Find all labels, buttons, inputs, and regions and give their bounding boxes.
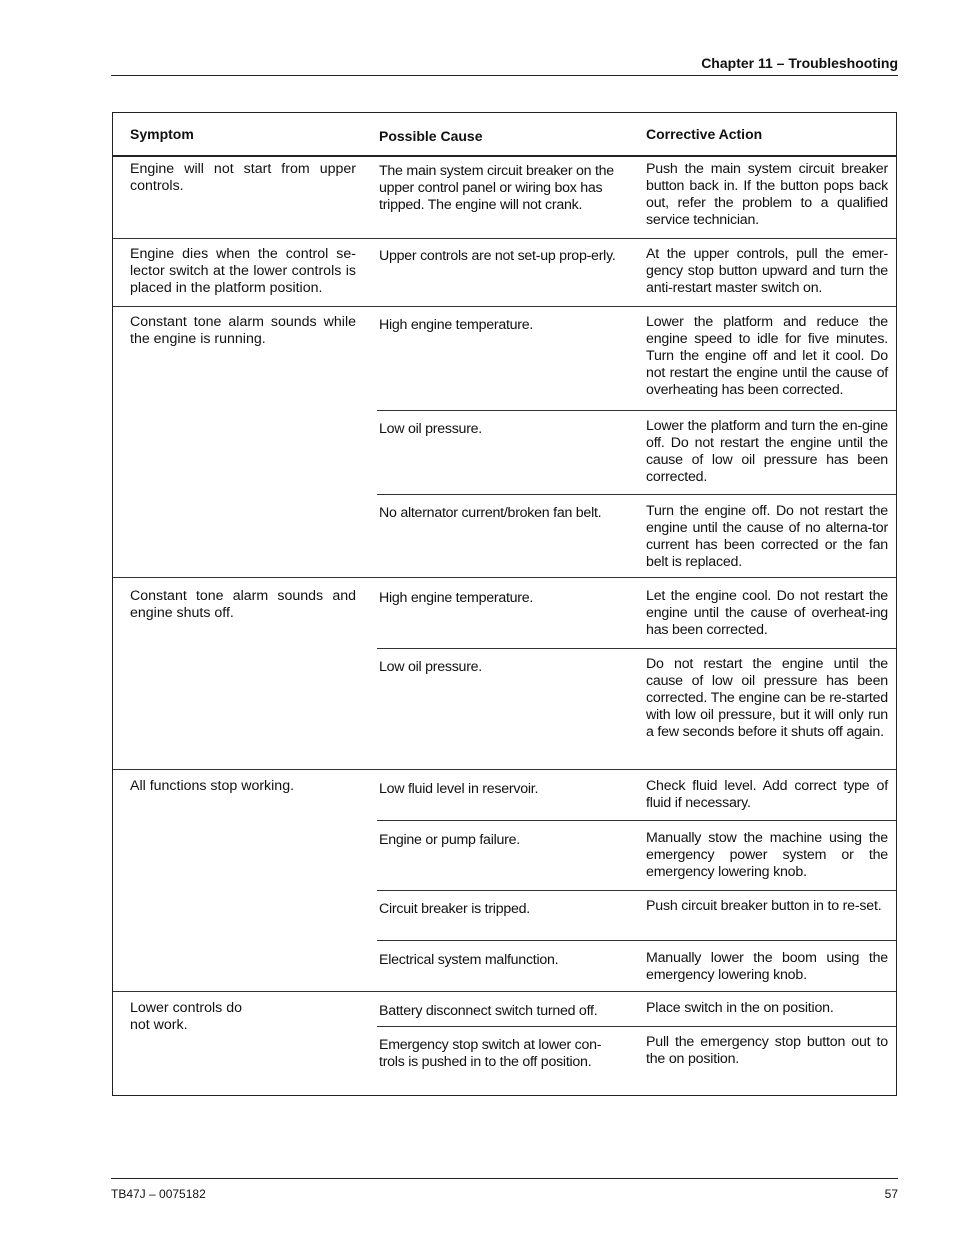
action-text: Push circuit breaker button in to re-set. xyxy=(646,898,882,914)
symptom-group xyxy=(113,238,896,307)
action-text: Check fluid level. Add correct type of fluid if necessary. xyxy=(646,778,888,811)
table-row xyxy=(377,156,896,238)
action-text: Turn the engine off. Do not restart the engine until the cause of no alterna-tor current has been corrected or the fan belt is replaced. xyxy=(646,503,888,570)
action-text: Let the engine cool. Do not restart the engine until the cause of overheat-ing has been corrected. xyxy=(646,588,888,638)
cause-text: High engine temperature. xyxy=(379,590,534,606)
table-row xyxy=(377,940,896,993)
symptom-text: Lower controls do not work. xyxy=(130,1000,242,1033)
action-text: At the upper controls, pull the emer-gency stop button upward and turn the anti-restart master switch on. xyxy=(646,246,888,296)
page-number: 57 xyxy=(884,1187,898,1201)
cause-text: Engine or pump failure. xyxy=(379,832,520,848)
symptom-group xyxy=(113,991,896,1098)
cause-text: Battery disconnect switch turned off. xyxy=(379,1003,598,1019)
table-header-row xyxy=(113,113,896,157)
symptom-group xyxy=(113,577,896,770)
table-row xyxy=(377,992,896,1026)
cause-text: Circuit breaker is tripped. xyxy=(379,901,530,917)
table-row xyxy=(377,578,896,648)
action-text: Lower the platform and turn the en-gine off. Do not restart the engine until the cause of low oil pressure has been corrected. xyxy=(646,418,888,485)
cause-text: The main system circuit breaker on the upper control panel or wiring box has tripped. The engine will not crank. xyxy=(379,163,614,213)
cause-text: Low fluid level in reservoir. xyxy=(379,781,539,797)
cause-text: Emergency stop switch at lower con-trols is pushed in to the off position. xyxy=(379,1037,602,1070)
action-text: Lower the platform and reduce the engine speed to idle for five minutes. Turn the engine off and let it cool. Do not restart the engine until the cause of overheating has been corrected. xyxy=(646,314,888,398)
action-text: Manually stow the machine using the emergency power system or the emergency lowering knob. xyxy=(646,830,888,880)
table-row xyxy=(377,1026,896,1099)
table-row xyxy=(377,307,896,410)
symptom-text: Constant tone alarm sounds and engine shuts off. xyxy=(130,588,356,621)
symptom-text: Engine will not start from upper controls. xyxy=(130,161,356,194)
action-text: Push the main system circuit breaker button back in. If the button pops back out, refer the problem to a qualified service technician. xyxy=(646,161,888,228)
table-row xyxy=(377,890,896,941)
cause-text: Electrical system malfunction. xyxy=(379,952,559,968)
action-text: Do not restart the engine until the cause of low oil pressure has been corrected. The engine can be re-started with low oil pressure, but it will only run a few seconds before it shuts off again. xyxy=(646,656,888,740)
table-row xyxy=(377,494,896,579)
header-divider xyxy=(111,75,898,76)
table-row xyxy=(377,648,896,771)
action-text: Manually lower the boom using the emergency lowering knob. xyxy=(646,950,888,983)
cause-text: High engine temperature. xyxy=(379,317,534,333)
table-row xyxy=(377,820,896,891)
symptom-group xyxy=(113,306,896,578)
document-id: TB47J – 0075182 xyxy=(111,1187,206,1201)
symptom-text: Engine dies when the control se-lector switch at the lower controls is placed in the platform position. xyxy=(130,246,356,296)
symptom-text: All functions stop working. xyxy=(130,778,295,794)
cause-text: No alternator current/broken fan belt. xyxy=(379,505,602,521)
cause-text: Low oil pressure. xyxy=(379,421,482,437)
header-symptom: Symptom xyxy=(130,126,194,142)
troubleshooting-table xyxy=(112,112,897,1096)
table-row xyxy=(377,410,896,495)
cause-text: Low oil pressure. xyxy=(379,659,482,675)
chapter-title: Chapter 11 – Troubleshooting xyxy=(701,55,898,71)
table-row xyxy=(377,770,896,820)
symptom-group xyxy=(113,769,896,992)
footer-divider xyxy=(111,1178,898,1179)
symptom-group xyxy=(113,156,896,238)
symptom-text: Constant tone alarm sounds while the engine is running. xyxy=(130,314,356,347)
action-text: Pull the emergency stop button out to the on position. xyxy=(646,1034,888,1067)
table-row xyxy=(377,239,896,307)
action-text: Place switch in the on position. xyxy=(646,1000,834,1016)
header-possible-cause: Possible Cause xyxy=(379,128,483,144)
cause-text: Upper controls are not set-up prop-erly. xyxy=(379,248,616,264)
header-corrective-action: Corrective Action xyxy=(646,126,763,142)
